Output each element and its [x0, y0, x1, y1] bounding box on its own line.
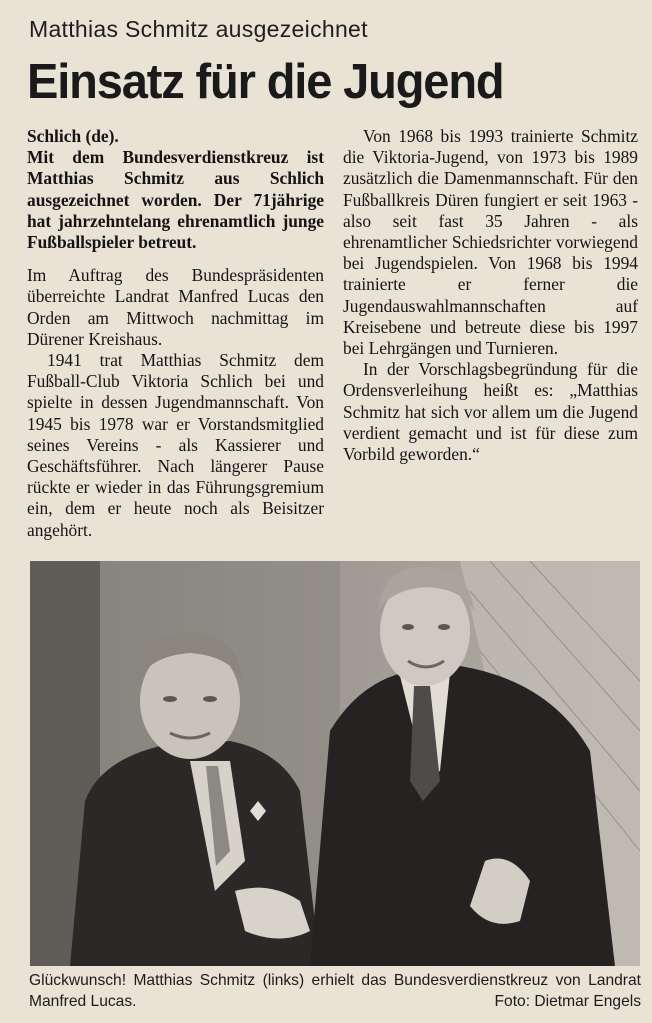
article-dateline: Schlich (de). [27, 126, 119, 146]
article-paragraph-1: Im Auftrag des Bundespräsidenten überreichte Landrat Manfred Lucas den Orden am Mittwoch nachmittag im Dürener Kreishaus. [27, 265, 324, 349]
article-paragraph-4: In der Vorschlagsbegründung für die Ordensverleihung heißt es: „Matthias Schmitz hat sich vor allem um die Jugend verdient gemacht und ist für diese zum Vorbild geworden.“ [343, 359, 638, 465]
article-paragraph-3: Von 1968 bis 1993 trainierte Schmitz die Viktoria-Jugend, von 1973 bis 1989 zusätzlich die Damenmannschaft. Für den Fußballkreis Düren fungiert er seit 1963 - also seit fast 35 Jahren - als ehrenamtlicher Schiedsrichter vorwiegend bei Jugendspielen. Von 1968 bis 1994 trainierte er ferner die Jugendauswahlmannschaften auf Kreisebene und betreute diese bis 1997 bei Lehrgängen und Turnieren. [343, 126, 638, 359]
article-headline: Einsatz für die Jugend [27, 55, 504, 109]
article-column-right [343, 126, 638, 465]
award-photo [30, 561, 640, 966]
article-column-left [27, 126, 324, 541]
article-kicker: Matthias Schmitz ausgezeichnet [29, 16, 368, 42]
article-lead [27, 126, 324, 253]
article-lead-text: Mit dem Bundesverdienstkreuz ist Matthias Schmitz aus Schlich ausgezeichnet worden. Der 71jährige hat jahrzehntelang ehrenamtlich junge Fußballspieler betreut. [27, 147, 324, 253]
article-paragraph-2: 1941 trat Matthias Schmitz dem Fußball-Club Viktoria Schlich bei und spielte in dessen Jugendmannschaft. Von 1945 bis 1978 war er Vorstandsmitglied seines Vereins - als Kassierer und Geschäftsführer. Nach längerer Pause rückte er wieder in das Führungsgremium ein, dem er heute noch als Beisitzer angehört. [27, 350, 324, 540]
photo-caption-text: Glückwunsch! Matthias Schmitz (links) erhielt das Bundesverdienstkreuz von Landrat Manfred Lucas. [29, 972, 641, 1010]
photo-caption [29, 970, 641, 1012]
bleed-through-text [30, 0, 280, 14]
photo-credit: Foto: Dietmar Engels [494, 993, 641, 1010]
